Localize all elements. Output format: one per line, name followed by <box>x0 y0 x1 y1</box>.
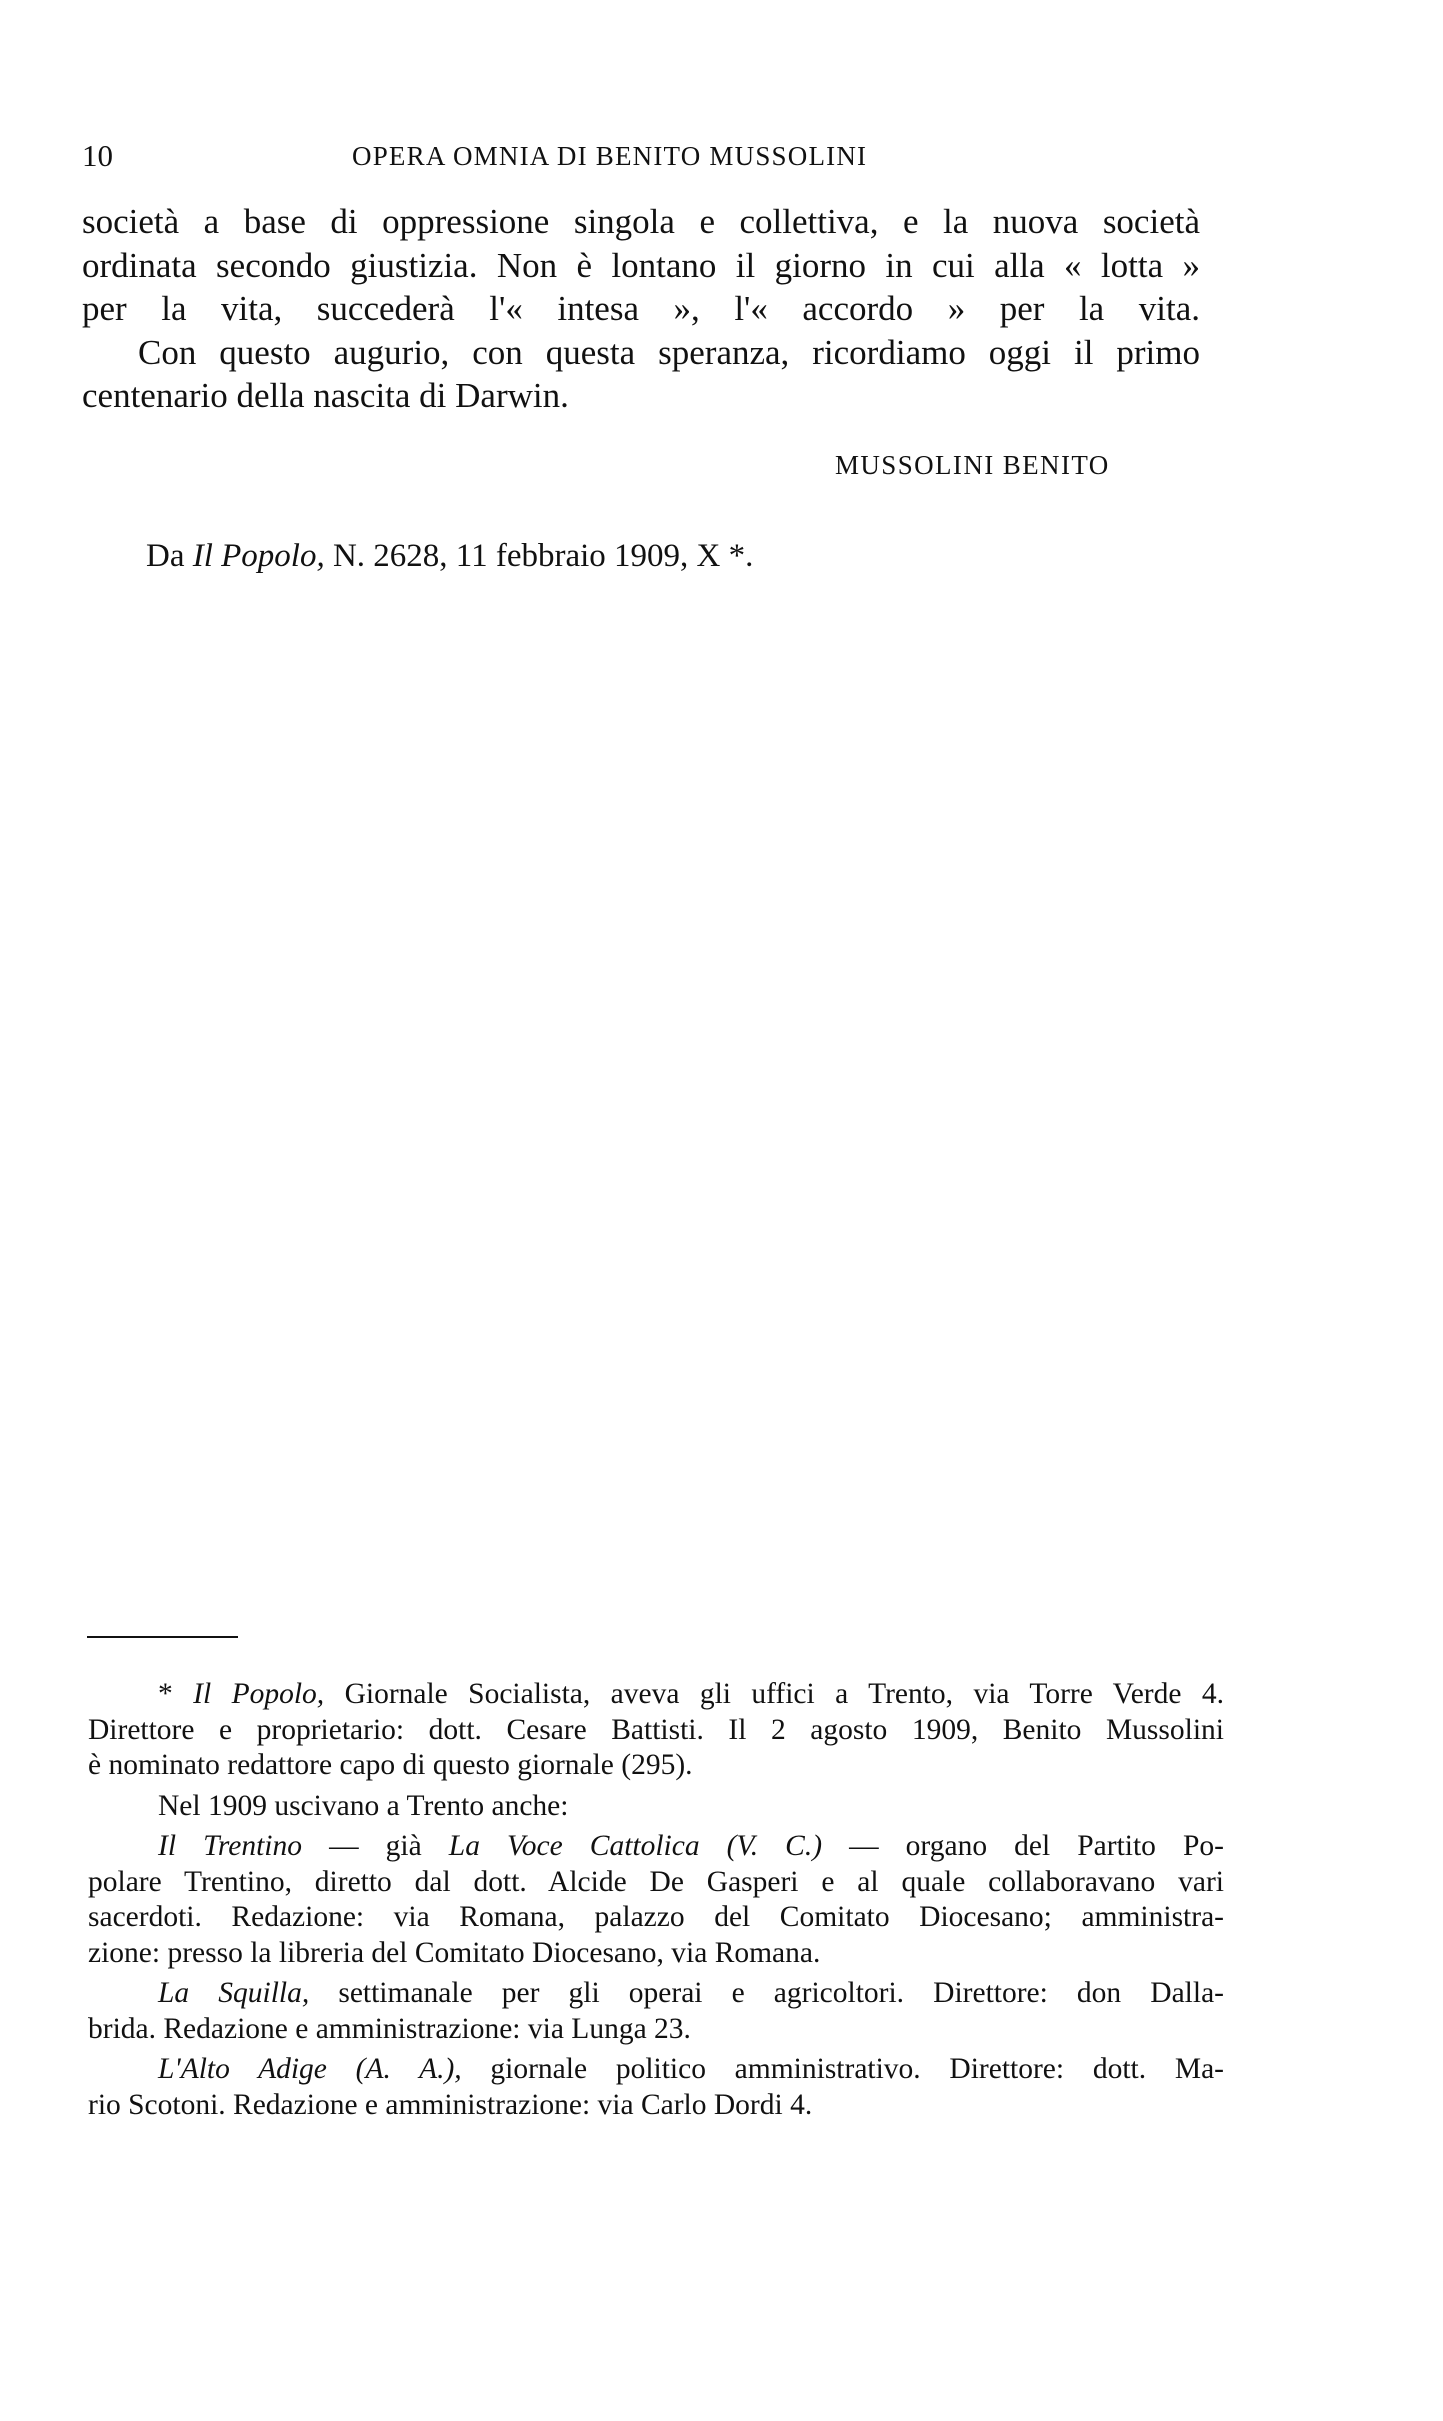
footnote-line: sacerdoti. Redazione: via Romana, palazzo del Comitato Diocesano; amministra- <box>88 1901 1224 1933</box>
footnote-line: Nel 1909 uscivano a Trento anche: <box>158 1789 569 1822</box>
body-line: società a base di oppressione singola e collettiva, e la nuova società <box>82 202 1200 241</box>
source-prefix: Da <box>146 538 193 574</box>
footnote-line: brida. Redazione e amministrazione: via Lunga 23. <box>88 2012 691 2045</box>
footnote-text: — già <box>302 1830 449 1862</box>
body-text <box>82 200 1200 418</box>
footnote-line: polare Trentino, diretto dal dott. Alcide De Gasperi e al quale collaboravano vari <box>88 1865 1224 1898</box>
footnote-line <box>88 1677 1224 1713</box>
body-line: ordinata secondo giustizia. Non è lontano il giorno in cui alla « lotta » <box>82 245 1200 285</box>
footnote-italic: La Voce Cattolica (V. C.) <box>448 1830 823 1862</box>
footnote-line: zione: presso la libreria del Comitato Diocesano, via Romana. <box>88 1936 821 1969</box>
source-details: N. 2628, 11 febbraio 1909, X *. <box>324 538 754 574</box>
body-line: per la vita, succederà l'« intesa », l'« accordo » per la vita. <box>82 289 1200 328</box>
footnote-text: settimanale per gli operai e agricoltori. Direttore: don Dalla- <box>309 1977 1224 2009</box>
footnote-italic: Il Popolo, <box>193 1678 325 1710</box>
footnote-line <box>88 2052 1224 2088</box>
footnote-marker: * <box>158 1678 194 1710</box>
footnotes <box>88 1677 1224 2123</box>
footnote-italic: La Squilla, <box>158 1977 310 2009</box>
source-newspaper-title: Il Popolo, <box>192 538 325 574</box>
footnote-line <box>88 1829 1224 1865</box>
running-title: OPERA OMNIA DI BENITO MUSSOLINI <box>352 141 868 171</box>
footnote-line: Direttore e proprietario: dott. Cesare Battisti. Il 2 agosto 1909, Benito Mussolini <box>88 1713 1224 1746</box>
footnote-italic: Il Trentino <box>158 1830 302 1862</box>
footnote-line: rio Scotoni. Redazione e amministrazione: via Carlo Dordi 4. <box>88 2088 813 2121</box>
page-number: 10 <box>82 138 113 173</box>
footnote-italic: L'Alto Adige (A. A.), <box>158 2053 462 2085</box>
footnote-line: è nominato redattore capo di questo giornale (295). <box>88 1749 693 1781</box>
author-signature: MUSSOLINI BENITO <box>835 450 1110 480</box>
running-header <box>82 138 1192 182</box>
footnote-text: Giornale Socialista, aveva gli uffici a Trento, via Torre Verde 4. <box>324 1678 1224 1710</box>
body-line: Con questo augurio, con questa speranza, ricordiamo oggi il primo <box>138 332 1200 372</box>
footnote-text: giornale politico amministrativo. Direttore: dott. Ma- <box>461 2053 1224 2085</box>
source-citation <box>146 538 753 575</box>
footnote-text: — organo del Partito Po- <box>822 1830 1224 1862</box>
body-line: centenario della nascita di Darwin. <box>82 376 569 415</box>
footnote-line <box>88 1976 1224 2012</box>
footnote-separator <box>87 1636 238 1638</box>
